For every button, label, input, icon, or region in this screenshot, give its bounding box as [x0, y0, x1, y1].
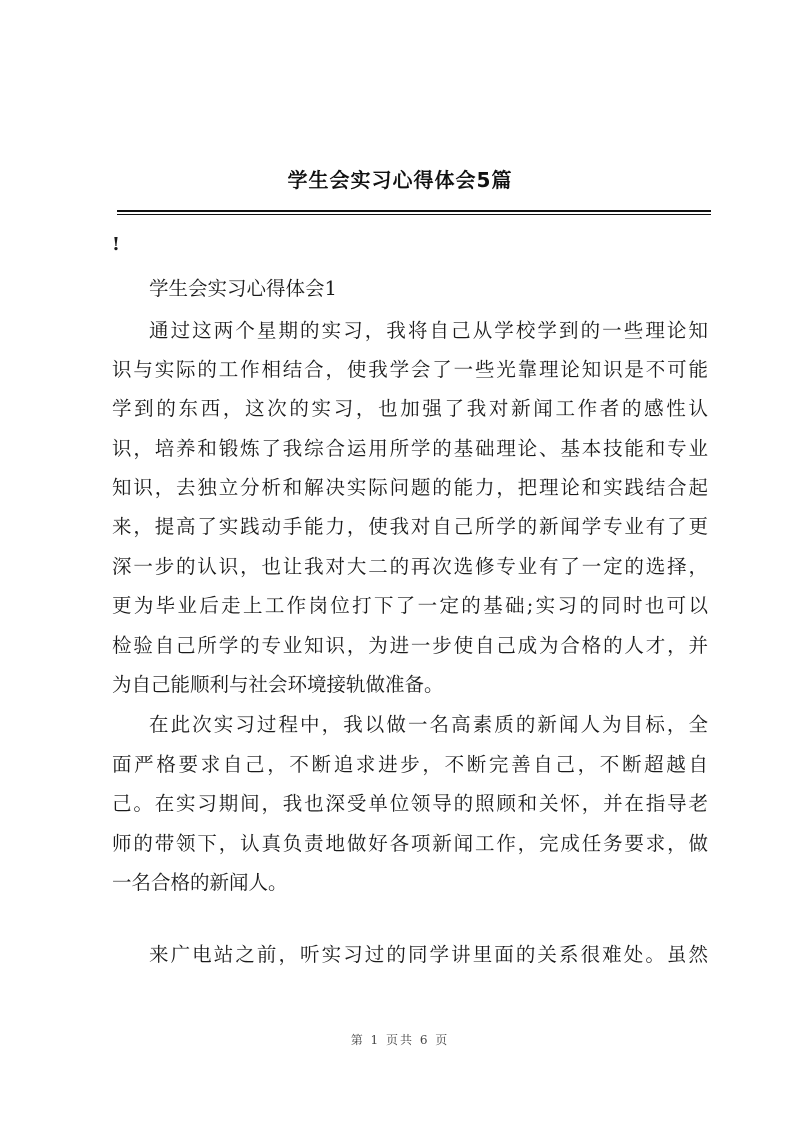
body-line: 识与实际的工作相结合，使我学会了一些光靠理论知识是不可能 — [112, 358, 708, 381]
exclamation-mark: ! — [112, 234, 120, 255]
body-line: 师的带领下，认真负责地做好各项新闻工作，完成任务要求，做 — [112, 832, 708, 855]
body-line: 通过这两个星期的实习，我将自己从学校学到的一些理论知 — [149, 319, 708, 342]
document-title: 学生会实习心得体会5篇 — [287, 168, 513, 192]
title-rule-thin — [117, 214, 711, 215]
section-heading: 学生会实习心得体会1 — [149, 277, 337, 300]
body-line: 来，提高了实践动手能力，使我对自己所学的新闻学专业有了更 — [112, 515, 708, 538]
body-line: 为自己能顺利与社会环境接轨做准备。 — [112, 673, 444, 696]
body-line: 一名合格的新闻人。 — [112, 871, 288, 894]
body-line: 学到的东西，这次的实习，也加强了我对新闻工作者的感性认 — [112, 397, 708, 420]
body-line: 识，培养和锻炼了我综合运用所学的基础理论、基本技能和专业 — [112, 437, 708, 460]
body-line: 在此次实习过程中，我以做一名高素质的新闻人为目标，全 — [149, 713, 708, 736]
body-line: 面严格要求自己，不断追求进步，不断完善自己，不断超越自 — [112, 753, 708, 776]
body-line: 知识，去独立分析和解决实际问题的能力，把理论和实践结合起 — [112, 476, 708, 499]
body-line: 深一步的认识，也让我对大二的再次选修专业有了一定的选择， — [112, 555, 708, 578]
page-footer: 第 1 页共 6 页 — [350, 1033, 450, 1047]
body-line: 己。在实习期间，我也深受单位领导的照顾和关怀，并在指导老 — [112, 792, 708, 815]
body-line: 检验自己所学的专业知识，为进一步使自己成为合格的人才，并 — [112, 634, 708, 657]
body-line: 来广电站之前，听实习过的同学讲里面的关系很难处。虽然 — [149, 943, 708, 966]
title-rule-thick — [117, 210, 711, 212]
body-line: 更为毕业后走上工作岗位打下了一定的基础;实习的同时也可以 — [112, 594, 708, 617]
